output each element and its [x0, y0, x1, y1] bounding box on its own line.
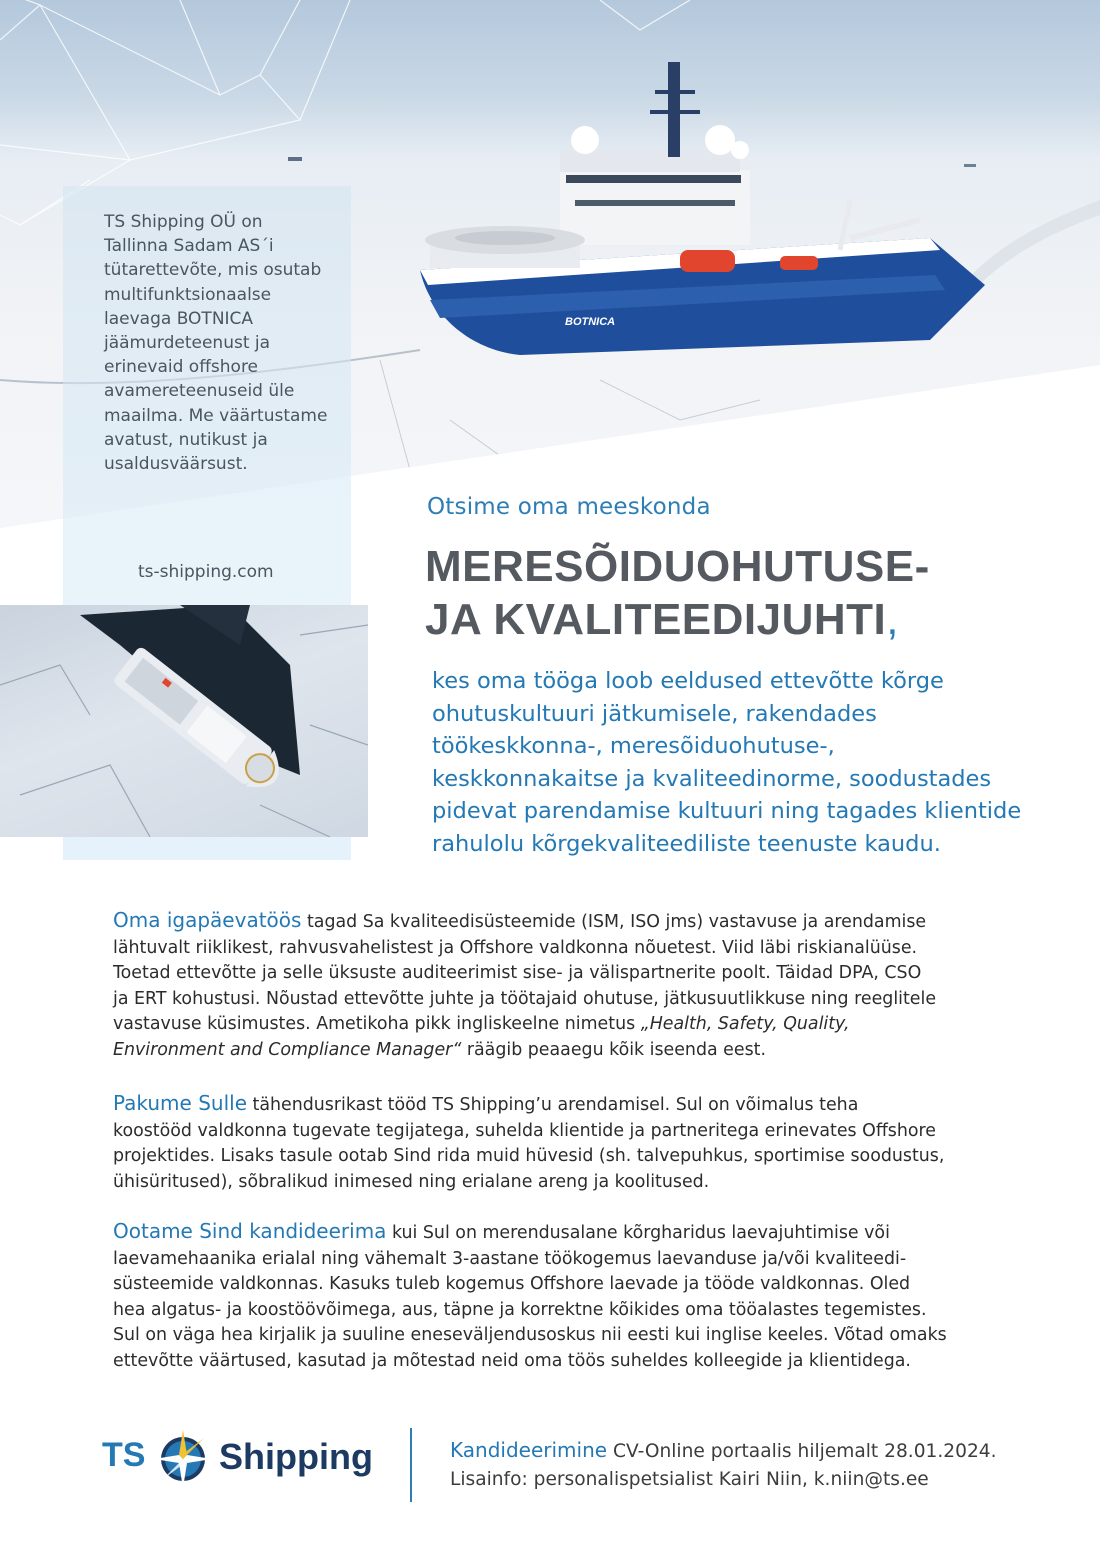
section-heading: Pakume Sulle: [113, 1091, 247, 1115]
section-text: ettevõtte väärtused, kasutad ja mõtestad neid oma töös suheldes kolleegide ja klientidega.: [113, 1350, 911, 1371]
section-text: projektides. Lisaks tasule ootab Sind rida muid hüvesid (sh. talvepuhkus, sportimise soodustus,: [113, 1146, 945, 1166]
kicker-text: Otsime oma meeskonda: [427, 494, 711, 520]
job-title-line1: MERESÕIDUOHUTUSE-: [425, 542, 930, 591]
section-we-offer: [113, 1091, 993, 1195]
section-heading: Oma igapäevatöös: [113, 908, 302, 932]
section-line: [113, 1038, 993, 1064]
job-title-line2-wrap: [425, 593, 930, 646]
section-text: tagad Sa kvaliteedisüsteemide (ISM, ISO jms) vastavuse ja arendamise: [301, 912, 927, 932]
website-link[interactable]: ts-shipping.com: [138, 562, 274, 582]
footer-info: [450, 1436, 997, 1494]
section-requirements: [113, 1219, 993, 1374]
section-heading: Ootame Sind kandideerima: [113, 1219, 387, 1243]
section-text: tähendusrikast tööd TS Shipping’u arendamisel. Sul on võimalus teha: [247, 1095, 859, 1115]
footer-divider: [410, 1428, 412, 1502]
english-title-part1: „Health, Safety, Quality,: [640, 1014, 850, 1034]
section-daily-work: [113, 908, 993, 1063]
english-title-part2: Environment and Compliance Manager“: [113, 1039, 462, 1060]
section-text: Sul on väga hea kirjalik ja suuline eneseväljendusoskus nii eesti kui inglise keeles. Võtad omaks: [113, 1325, 947, 1345]
section-text: ja ERT kohustusi. Nõustad ettevõtte juhte ja töötajaid ohutuse, jätkusuutlikkuse ning reeglitele: [113, 988, 937, 1009]
application-line: [450, 1436, 997, 1466]
section-text: koostööd valdkonna tugevate tegijatega, suhelda klientide ja partneritega erinevates Offshore: [113, 1120, 936, 1141]
contact-info[interactable]: Lisainfo: personalispetsialist Kairi Niin, k.niin@ts.ee: [450, 1469, 929, 1490]
section-text: räägib peaaegu kõik iseenda eest.: [461, 1039, 766, 1060]
section-text: kui Sul on merendusalane kõrgharidus laevajuhtimise või: [386, 1223, 890, 1243]
section-line: [113, 1012, 993, 1038]
company-description: TS Shipping OÜ on Tallinna Sadam AS´i tütarettevõte, mis osutab multifunktsionaalse laevaga BOTNICA jäämurdeteenust ja erinevaid offshore avamereteenuseid üle maailma. Me väärtustame avatust, nutikust ja usaldusväärsust.: [104, 212, 328, 475]
job-title-comma: ,: [886, 595, 900, 644]
section-line: [113, 1091, 993, 1119]
section-text: Toetad ettevõtte ja selle üksuste auditeerimist sise- ja välispartnerite poolt. Täidad DPA, CSO: [113, 963, 922, 983]
aerial-illustration: [0, 605, 368, 837]
section-text: laevamehaanika erialal ning vähemalt 3-aastane töökogemus laevanduse ja/või kvaliteedi-: [113, 1248, 907, 1269]
job-title: [425, 540, 930, 646]
apply-text: CV-Online portaalis hiljemalt: [607, 1441, 885, 1462]
section-text: lähtuvalt riiklikest, rahvusvahelistest ja Offshore valdkonna nõuetest. Viid läbi riskianalüüse.: [113, 937, 918, 958]
job-title-line2: JA KVALITEEDIJUHTI: [425, 595, 887, 644]
section-text: hea algatus- ja koostöövõimega, aus, täpne ja korrektne kõikides oma tööalastes tegemistes.: [113, 1299, 927, 1320]
company-logo: [102, 1428, 382, 1488]
aerial-ship-photo: [0, 605, 368, 837]
section-text: vastavuse küsimustes. Ametikoha pikk ingliskeelne nimetus: [113, 1014, 641, 1034]
apply-label: Kandideerimine: [450, 1438, 608, 1462]
section-text: süsteemide valdkonnas. Kasuks tuleb kogemus Offshore laevade ja tööde valdkonnas. Oled: [113, 1274, 911, 1294]
logo-text-ts: TS: [102, 1436, 146, 1474]
section-text: ühisüritused), sõbralikud inimesed ning erialane areng ja koolitused.: [113, 1171, 710, 1192]
logo-text-shipping: Shipping: [219, 1436, 373, 1477]
ship-name-text: BOTNICA: [565, 316, 616, 328]
section-line: [113, 908, 993, 936]
deadline-date: 28.01.2024: [884, 1441, 991, 1462]
lead-paragraph: kes oma tööga loob eeldused ettevõtte kõrge ohutuskultuuri jätkumisele, rakendades töökeskkonna-, meresõiduohutuse-, keskkonnakaitse ja kvaliteedinorme, soodustades pidevat parendamise kultuuri ning tagades klientide rahulolu kõrgekvaliteediliste teenuste kaudu.: [432, 668, 1022, 857]
section-line: [113, 1219, 993, 1247]
compass-icon: [152, 1428, 214, 1490]
deadline-end: .: [990, 1441, 997, 1462]
